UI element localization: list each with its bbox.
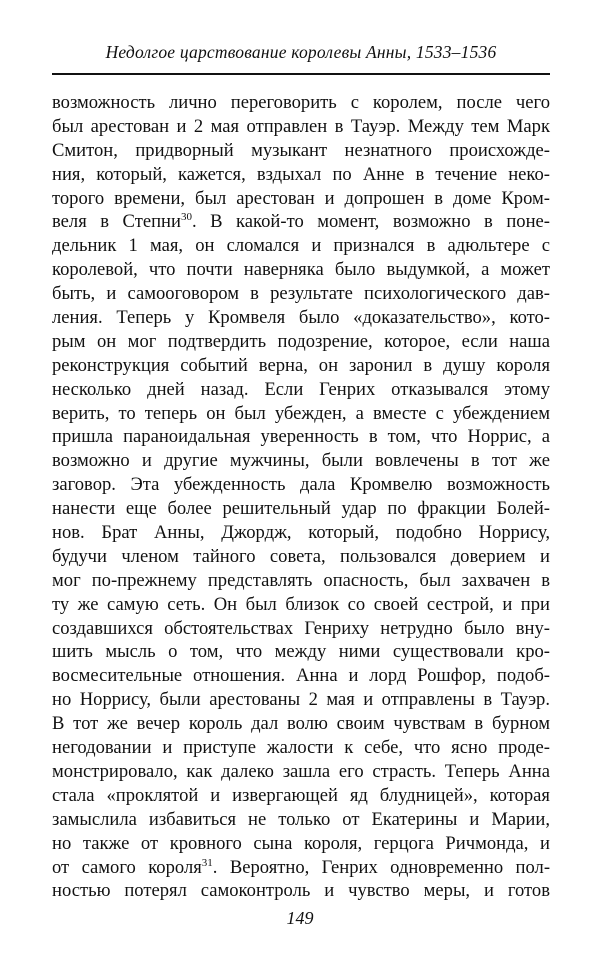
text-line: нов. Брат Анны, Джордж, который, подобно Норрису, [52, 522, 550, 544]
text-line: В тот же вечер король дал волю своим чувствам в бурном [52, 713, 550, 735]
text-line: мог по-прежнему представлять опасность, был захвачен в [52, 569, 550, 591]
text-line: дельник 1 мая, он сломался и признался в адюльтере с [52, 235, 550, 257]
text-line: нанести еще более решительный удар по фракции Болей- [52, 498, 550, 520]
body-text [52, 91, 550, 903]
text-line: заговор. Эта убежденность дала Кромвелю возможность [52, 474, 550, 496]
text-line: создавшихся обстоятельствах Генриху нетрудно было вну- [52, 617, 550, 639]
text-line: королевой, что почти наверняка было выдумкой, а может [52, 259, 550, 281]
text-line: был арестован и 2 мая отправлен в Тауэр. Между тем Марк [52, 115, 550, 137]
text-line: ления. Теперь у Кромвеля было «доказательство», кото- [52, 307, 550, 329]
text-line: ностью потерял самоконтроль и чувство меры, и готов [52, 880, 550, 902]
header-rule [52, 73, 550, 75]
text-line: но Норрису, были арестованы 2 мая и отправлены в Тауэр. [52, 689, 550, 711]
text-line: ния, который, кажется, вздыхал по Анне в течение неко- [52, 163, 550, 185]
text-line: реконструкция событий верна, он заронил в душу короля [52, 354, 550, 376]
text-line: рым он мог подтвердить подозрение, которое, если наша [52, 330, 550, 352]
text-line: ту же самую сеть. Он был близок со своей сестрой, и при [52, 593, 550, 615]
text-line: верить, то теперь он был убежден, а вместе с убеждением [52, 402, 550, 424]
text-line: возможность лично переговорить с королем, после чего [52, 92, 550, 113]
text-line: несколько дней назад. Если Генрих отказывался этому [52, 378, 550, 400]
page-number: 149 [286, 908, 314, 928]
text-line: пришла параноидальная уверенность в том, что Норрис, а [52, 426, 550, 448]
text-line: восмесительные отношения. Анна и лорд Рошфор, подоб- [52, 665, 550, 687]
text-line: стала «проклятой и извергающей яд блудницей», которая [52, 784, 550, 806]
footnote-ref-31: 31 [201, 856, 213, 869]
text-line: шить мысль о том, что между ними существовали кро- [52, 641, 550, 663]
text-line: Смитон, придворный музыкант незнатного происхожде- [52, 139, 550, 161]
text-line: замыслила избавиться не только от Екатерины и Марии, [52, 808, 550, 830]
footnote-ref-30: 30 [180, 211, 192, 224]
text-line: будучи членом тайного совета, пользовался доверием и [52, 545, 550, 567]
text-line: быть, и самооговором в результате психологического дав- [52, 283, 550, 305]
text-fragment: . Вероятно, Генрих одновременно пол- [212, 856, 551, 878]
text-line: торого времени, был арестован и допрошен в доме Кром- [52, 187, 550, 209]
text-line: возможно и другие мужчины, были вовлечены в тот же [52, 450, 550, 472]
text-line [52, 210, 550, 234]
text-fragment: . В какой-то момент, возможно в поне- [191, 211, 550, 233]
text-line: негодовании и приступе жалости к себе, что ясно проде- [52, 737, 550, 759]
text-fragment: от самого короля [52, 856, 202, 878]
text-line: но также от кровного сына короля, герцога Ричмонда, и [52, 832, 550, 854]
text-line: монстрировало, как далеко зашла его страсть. Теперь Анна [52, 760, 550, 782]
text-fragment: веля в Степни [52, 211, 181, 233]
text-line [52, 856, 550, 880]
running-header: Недолгое царствование королевы Анны, 1533–1536 [105, 42, 497, 62]
